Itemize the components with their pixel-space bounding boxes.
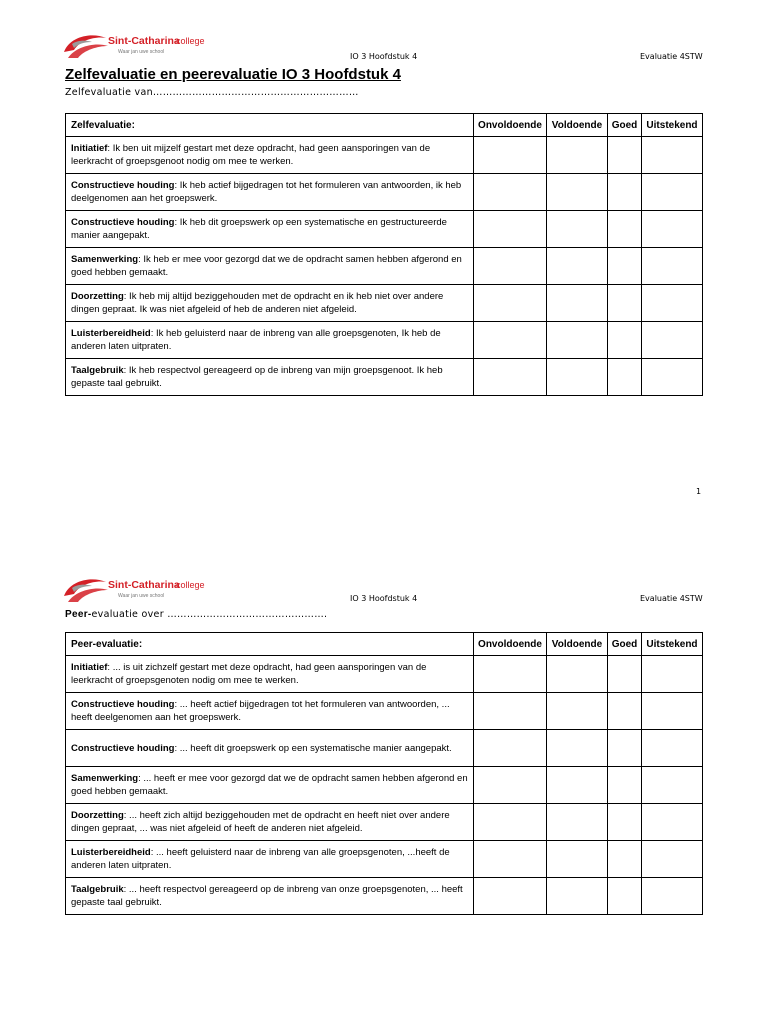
rating-cell-uitstekend[interactable] [641, 174, 702, 211]
rating-cell-voldoende[interactable] [547, 804, 608, 841]
table-row [66, 841, 703, 878]
criterion-label: Constructieve houding [71, 699, 175, 710]
criterion-label: Taalgebruik [71, 365, 124, 376]
col-header-uitstekend: Uitstekend [641, 114, 702, 137]
rating-cell-voldoende[interactable] [547, 841, 608, 878]
criterion-label: Constructieve houding [71, 180, 175, 191]
peer-evaluation-table [65, 632, 703, 915]
peer-label: Peer- [65, 609, 92, 620]
rating-cell-onvoldoende[interactable] [474, 656, 547, 693]
criterion-cell [66, 804, 474, 841]
svg-text:Sint-Catharina: Sint-Catharina [108, 35, 180, 47]
table-header-row [66, 633, 703, 656]
col-header-voldoende: Voldoende [547, 633, 608, 656]
rating-cell-voldoende[interactable] [547, 730, 608, 767]
rating-cell-uitstekend[interactable] [641, 730, 702, 767]
school-logo-icon [62, 30, 205, 64]
table-row [66, 804, 703, 841]
col-header-voldoende: Voldoende [547, 114, 608, 137]
criterion-cell [66, 137, 474, 174]
table-row [66, 248, 703, 285]
criterion-cell [66, 878, 474, 915]
rating-cell-voldoende[interactable] [547, 767, 608, 804]
rating-cell-uitstekend[interactable] [641, 211, 702, 248]
criterion-label: Doorzetting [71, 291, 124, 302]
criterion-text: : Ik heb actief bijgedragen tot het formuleren van antwoorden, ik heb deelgenomen aan het groepswerk. [71, 180, 462, 204]
rating-cell-voldoende[interactable] [547, 693, 608, 730]
svg-text:college: college [176, 36, 205, 46]
criterion-cell [66, 767, 474, 804]
criterion-label: Samenwerking [71, 773, 139, 784]
school-logo [62, 574, 205, 608]
rating-cell-uitstekend[interactable] [641, 878, 702, 915]
criterion-label: Samenwerking [71, 254, 139, 265]
table-row [66, 656, 703, 693]
col-header-goed: Goed [607, 633, 641, 656]
criteria-header: Zelfevaluatie: [66, 114, 474, 137]
rating-cell-uitstekend[interactable] [641, 693, 702, 730]
criterion-text: : Ik heb mij altijd beziggehouden met de opdracht en ik heb niet over andere dingen gepraat. Ik was niet afgeleid of heb de anderen niet afgeleid. [71, 291, 444, 315]
criterion-cell [66, 656, 474, 693]
rating-cell-goed[interactable] [607, 174, 641, 211]
rating-cell-voldoende[interactable] [547, 359, 608, 396]
svg-text:Sint-Catharina: Sint-Catharina [108, 579, 180, 591]
rating-cell-goed[interactable] [607, 322, 641, 359]
rating-cell-goed[interactable] [607, 878, 641, 915]
rating-cell-voldoende[interactable] [547, 878, 608, 915]
self-eval-name-line: Zelfevaluatie van……………………………………………………… [65, 87, 359, 98]
rating-cell-onvoldoende[interactable] [474, 174, 547, 211]
table-row [66, 137, 703, 174]
rating-cell-onvoldoende[interactable] [474, 211, 547, 248]
criterion-text: : Ik heb dit groepswerk op een systematische en gestructureerde manier aangepakt. [71, 217, 447, 241]
criterion-cell [66, 322, 474, 359]
rating-cell-voldoende[interactable] [547, 322, 608, 359]
criterion-label: Taalgebruik [71, 884, 124, 895]
table-row [66, 359, 703, 396]
table-row [66, 878, 703, 915]
col-header-uitstekend: Uitstekend [641, 633, 702, 656]
rating-cell-voldoende[interactable] [547, 656, 608, 693]
criterion-text: : Ik heb respectvol gereageerd op de inbreng van mijn groepsgenoot. Ik heb gepaste taal gebruikt. [71, 365, 443, 389]
rating-cell-onvoldoende[interactable] [474, 804, 547, 841]
criterion-cell [66, 841, 474, 878]
col-header-goed: Goed [607, 114, 641, 137]
table-row [66, 322, 703, 359]
school-logo-icon [62, 574, 205, 608]
header-right: Evaluatie 4STW [640, 52, 703, 61]
rating-cell-uitstekend[interactable] [641, 359, 702, 396]
svg-text:Waar jan uwe school: Waar jan uwe school [118, 593, 165, 599]
criterion-cell [66, 730, 474, 767]
rating-cell-goed[interactable] [607, 804, 641, 841]
rating-cell-onvoldoende[interactable] [474, 767, 547, 804]
rating-cell-uitstekend[interactable] [641, 841, 702, 878]
svg-text:Waar jan uwe school: Waar jan uwe school [118, 49, 165, 55]
col-header-onvoldoende: Onvoldoende [474, 633, 547, 656]
rating-cell-onvoldoende[interactable] [474, 248, 547, 285]
rating-cell-goed[interactable] [607, 730, 641, 767]
criterion-text: : ... heeft geluisterd naar de inbreng van alle groepsgenoten, ...heeft de anderen laten uitpraten. [71, 847, 450, 871]
rating-cell-voldoende[interactable] [547, 137, 608, 174]
rating-cell-uitstekend[interactable] [641, 137, 702, 174]
rating-cell-onvoldoende[interactable] [474, 285, 547, 322]
col-header-onvoldoende: Onvoldoende [474, 114, 547, 137]
self-evaluation-table [65, 113, 703, 396]
rating-cell-onvoldoende[interactable] [474, 693, 547, 730]
header-right: Evaluatie 4STW [640, 594, 703, 603]
criterion-text: : ... is uit zichzelf gestart met deze opdracht, had geen aansporingen van de leerkracht of groepsgenoten nodig om mee te werken. [71, 662, 427, 686]
criterion-text: : Ik ben uit mijzelf gestart met deze opdracht, had geen aansporingen van de leerkracht of groepsgenoot nodig om mee te werken. [71, 143, 431, 167]
rating-cell-goed[interactable] [607, 359, 641, 396]
rating-cell-goed[interactable] [607, 285, 641, 322]
rating-cell-goed[interactable] [607, 137, 641, 174]
criteria-header: Peer-evaluatie: [66, 633, 474, 656]
criterion-text: : ... heeft actief bijgedragen tot het formuleren van antwoorden, ... heeft deelgenomen aan het groepswerk. [71, 699, 450, 723]
rating-cell-goed[interactable] [607, 248, 641, 285]
criterion-cell [66, 285, 474, 322]
page-title: Zelfevaluatie en peerevaluatie IO 3 Hoofdstuk 4 [65, 66, 401, 83]
school-logo [62, 30, 205, 64]
page-2 [0, 520, 768, 1024]
rating-cell-uitstekend[interactable] [641, 656, 702, 693]
rating-cell-onvoldoende[interactable] [474, 322, 547, 359]
rating-cell-uitstekend[interactable] [641, 248, 702, 285]
table-row [66, 693, 703, 730]
criterion-label: Constructieve houding [71, 217, 175, 228]
table-row [66, 174, 703, 211]
criterion-cell [66, 359, 474, 396]
table-row [66, 211, 703, 248]
rating-cell-onvoldoende[interactable] [474, 878, 547, 915]
criterion-cell [66, 248, 474, 285]
rating-cell-onvoldoende[interactable] [474, 359, 547, 396]
criterion-text: : ... heeft respectvol gereageerd op de inbreng van onze groepsgenoten, ... heeft gepaste taal gebruikt. [71, 884, 463, 908]
rating-cell-uitstekend[interactable] [641, 804, 702, 841]
criterion-text: : ... heeft er mee voor gezorgd dat we de opdracht samen hebben afgerond en goed hebben gemaakt. [71, 773, 468, 797]
criterion-label: Constructieve houding [71, 742, 175, 754]
rating-cell-onvoldoende[interactable] [474, 137, 547, 174]
rating-cell-goed[interactable] [607, 841, 641, 878]
criterion-label: Doorzetting [71, 810, 124, 821]
table-row [66, 730, 703, 767]
criterion-label: Initiatief [71, 143, 108, 154]
header-center: IO 3 Hoofdstuk 4 [350, 52, 418, 61]
rating-cell-uitstekend[interactable] [641, 285, 702, 322]
criterion-text: : Ik heb geluisterd naar de inbreng van alle groepsgenoten, Ik heb de anderen laten uitpraten. [71, 328, 441, 352]
table-header-row [66, 114, 703, 137]
page-header [0, 574, 768, 614]
criterion-cell [66, 174, 474, 211]
criterion-cell [66, 693, 474, 730]
rating-cell-voldoende[interactable] [547, 285, 608, 322]
rating-cell-goed[interactable] [607, 767, 641, 804]
rating-cell-onvoldoende[interactable] [474, 730, 547, 767]
rating-cell-voldoende[interactable] [547, 174, 608, 211]
rating-cell-uitstekend[interactable] [641, 322, 702, 359]
rating-cell-voldoende[interactable] [547, 211, 608, 248]
table-row [66, 767, 703, 804]
page-number: 1 [696, 487, 702, 496]
rating-cell-goed[interactable] [607, 656, 641, 693]
rating-cell-uitstekend[interactable] [641, 767, 702, 804]
peer-eval-name-line [65, 609, 327, 620]
table-row [66, 285, 703, 322]
criterion-label: Luisterbereidheid [71, 847, 151, 858]
criterion-text: : ... heeft dit groepswerk op een systematische manier aangepakt. [174, 742, 452, 754]
page-header [0, 30, 768, 70]
svg-text:college: college [176, 580, 205, 590]
rating-cell-goed[interactable] [607, 693, 641, 730]
criterion-text: : ... heeft zich altijd beziggehouden met de opdracht en heeft niet over andere dingen gepraat, ... was niet afgeleid of heeft de anderen niet afgeleid. [71, 810, 450, 834]
rating-cell-voldoende[interactable] [547, 248, 608, 285]
criterion-cell [66, 211, 474, 248]
criterion-label: Initiatief [71, 662, 108, 673]
rating-cell-onvoldoende[interactable] [474, 841, 547, 878]
criterion-label: Luisterbereidheid [71, 328, 151, 339]
peer-van-text: evaluatie over …………………………………………. [91, 609, 328, 620]
rating-cell-goed[interactable] [607, 211, 641, 248]
criterion-text: : Ik heb er mee voor gezorgd dat we de opdracht samen hebben afgerond en goed hebben gemaakt. [71, 254, 462, 278]
header-center: IO 3 Hoofdstuk 4 [350, 594, 418, 603]
